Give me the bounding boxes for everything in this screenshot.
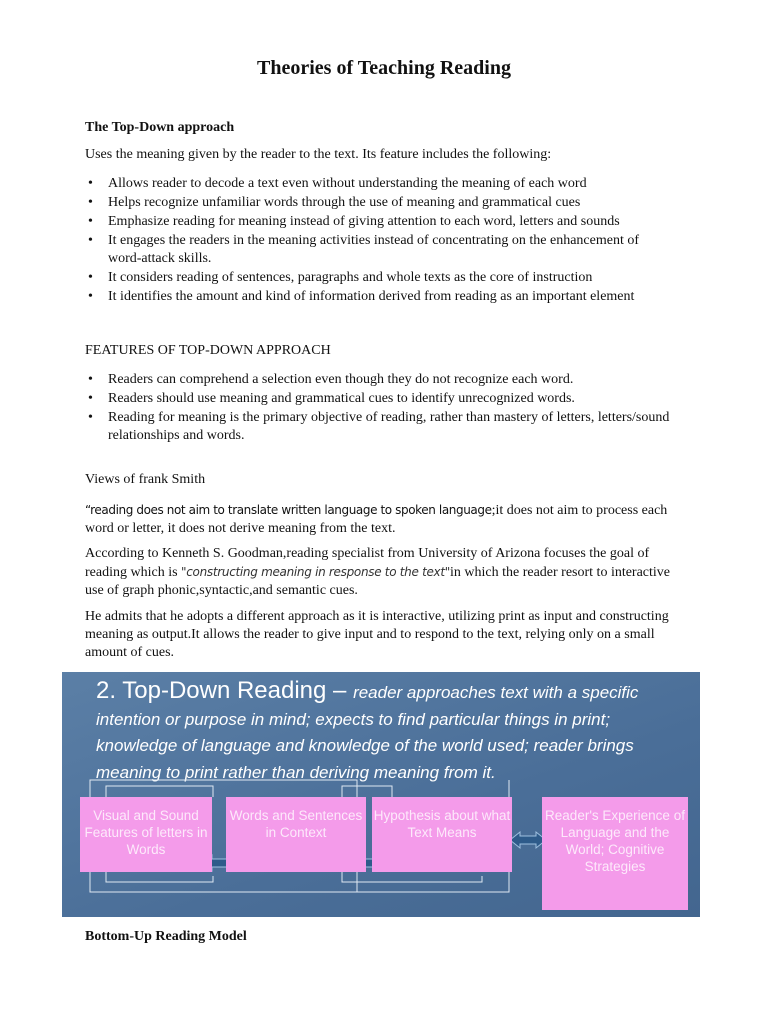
list-item: • It identifies the amount and kind of information derived from reading as an important element bbox=[85, 288, 675, 306]
bullet-list bbox=[85, 371, 675, 446]
list-item: • Reading for meaning is the primary objective of reading, rather than mastery of letters, letters/sound relationships and words. bbox=[85, 409, 675, 445]
diagram-box: Visual and Sound Features of letters in Words bbox=[80, 797, 212, 872]
slide-description: reader approaches text with a specific intention or purpose in mind; expects to find particular things in print; knowledge of language and knowledge of the world used; reader brings meaning to print rather than deriving meaning from it. bbox=[96, 683, 639, 782]
paragraph bbox=[85, 501, 685, 538]
diagram-box: Hypothesis about what Text Means bbox=[372, 797, 512, 872]
section-heading: The Top-Down approach bbox=[85, 120, 235, 135]
page-title: Theories of Teaching Reading bbox=[257, 57, 511, 79]
top-down-reading-slide bbox=[62, 672, 700, 917]
diagram-box: Reader's Experience of Language and the World; Cognitive Strategies bbox=[542, 797, 688, 910]
list-item: • Readers can comprehend a selection even though they do not recognize each word. bbox=[85, 371, 675, 389]
text: According to Kenneth S. Goodman,reading specialist from University of Arizona focuses the goal of reading which is bbox=[85, 546, 650, 580]
list-item: • It considers reading of sentences, paragraphs and whole texts as the core of instruction bbox=[85, 269, 675, 287]
quote-text-rest: ;it does not aim to process each word or letter, it does not derive meaning from the text. bbox=[85, 503, 668, 536]
text: in which the reader resort to interactive use of graph phonic,syntactic,and semantic cues. bbox=[85, 565, 671, 598]
list-item: • Helps recognize unfamiliar words through the use of meaning and grammatical cues bbox=[85, 194, 675, 212]
section-heading: Bottom-Up Reading Model bbox=[85, 929, 247, 944]
quote-text: “reading does not aim to translate written language to spoken language bbox=[85, 503, 492, 517]
slide-title: 2. Top-Down Reading – bbox=[96, 677, 354, 704]
list-item: • Emphasize reading for meaning instead of giving attention to each word, letters and sounds bbox=[85, 213, 675, 231]
paragraph bbox=[85, 545, 685, 600]
paragraph: He admits that he adopts a different approach as it is interactive, utilizing print as input and constructing meaning as output.It allows the reader to give input and to respond to the text, relying only on a small amount of cues. bbox=[85, 609, 669, 660]
diagram-box: Words and Sentences in Context bbox=[226, 797, 366, 872]
section-heading: FEATURES OF TOP-DOWN APPROACH bbox=[85, 343, 331, 358]
paragraph: Uses the meaning given by the reader to the text. Its feature includes the following: bbox=[85, 147, 552, 162]
list-item: • Readers should use meaning and grammatical cues to identify unrecognized words. bbox=[85, 390, 675, 408]
italic-quote: "constructing meaning in response to the text" bbox=[181, 565, 450, 579]
list-item: • It engages the readers in the meaning activities instead of concentrating on the enhancement of word-attack skills. bbox=[85, 232, 675, 268]
list-item: • Allows reader to decode a text even without understanding the meaning of each word bbox=[85, 175, 675, 193]
section-heading: Views of frank Smith bbox=[85, 472, 206, 487]
bullet-list bbox=[85, 175, 675, 307]
